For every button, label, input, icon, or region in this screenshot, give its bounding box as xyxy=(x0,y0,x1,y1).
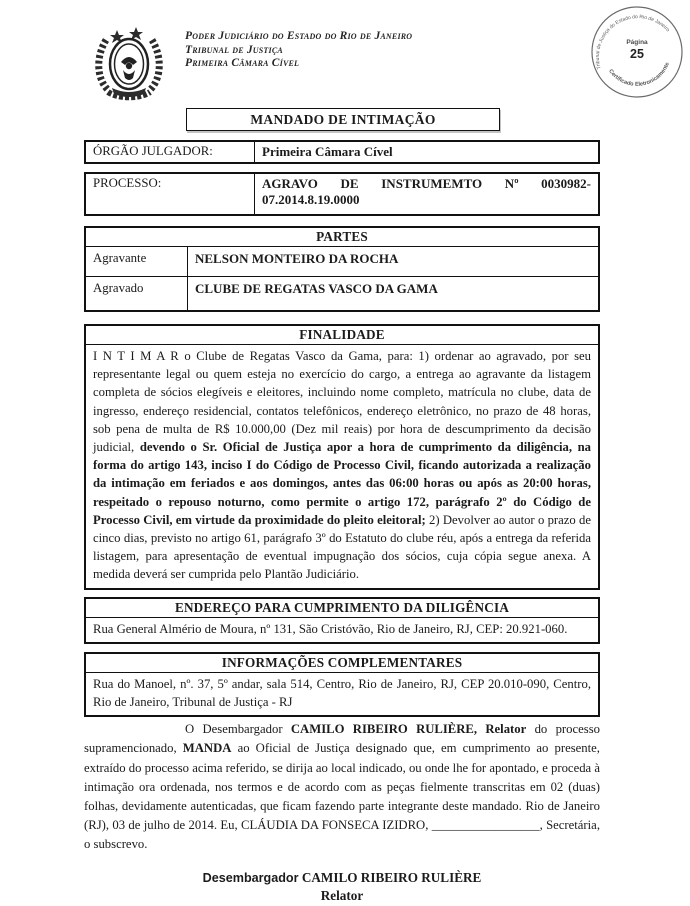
stamp-page-number: 25 xyxy=(630,47,644,61)
page-stamp xyxy=(586,4,688,100)
closing-seg1: O Desembargador xyxy=(185,722,291,737)
header-line-3: Primeira Câmara Cível xyxy=(185,57,300,69)
closing-seg5: ao Oficial de Justiça designado que, em cumprimento ao presente, extraído do processo acima referido, se dirija ao local indicado, ou onde lhe for apontado, e proceda à intimação ora ordenada, nos termos e de acordo com as peças fielmente transcritas em 02 (duas) folhas, devidamente autenticadas, que ficam fazendo parte integrante deste mandado. Rio de Janeiro (RJ), 03 de julho de 2014. Eu, CLÁUDIA DA FONSECA IZIDRO, _________________, Secretária, o subscrevo. xyxy=(84,741,600,852)
stamp-page-label: Página xyxy=(626,39,648,46)
closing-relator-bold: CAMILO RIBEIRO RULIÈRE, Relator xyxy=(290,722,527,737)
agravado-value: CLUBE DE REGATAS VASCO DA GAMA xyxy=(187,277,598,310)
informacoes-section xyxy=(84,652,600,717)
endereco-header: ENDEREÇO PARA CUMPRIMENTO DA DILIGÊNCIA xyxy=(86,599,598,618)
informacoes-text: Rua do Manoel, nº. 37, 5º andar, sala 514, Centro, Rio de Janeiro, RJ, CEP 20.010-090, Centro, Rio de Janeiro, Tribunal de Justiça - RJ xyxy=(93,676,591,710)
finalidade-text xyxy=(86,345,598,588)
table-row xyxy=(86,276,598,310)
document-body xyxy=(84,108,600,904)
coat-of-arms-icon xyxy=(92,22,166,102)
endereco-text: Rua General Almério de Moura, nº 131, São Cristóvão, Rio de Janeiro, RJ, CEP: 20.921-060. xyxy=(93,621,568,636)
signature-title: Desembargador xyxy=(202,870,299,885)
orgao-julgador-value: Primeira Câmara Cível xyxy=(254,142,598,162)
stamp-arc-top-text: Tribunal de Justiça do Estado do Rio de Janeiro xyxy=(594,14,671,70)
agravante-value: NELSON MONTEIRO DA ROCHA xyxy=(187,247,598,276)
processo-label: PROCESSO: xyxy=(93,176,162,190)
orgao-julgador-label: ÓRGÃO JULGADOR: xyxy=(93,144,213,158)
endereco-section xyxy=(84,597,600,644)
document-header xyxy=(0,0,690,106)
header-line-1: Poder Judiciário do Estado do Rio de Janeiro xyxy=(185,30,413,42)
finalidade-seg3: 2) Devolver ao autor o prazo de cinco dias, previsto no artigo 61, parágrafo 3º do Estatuto do clube réu, após a entrega da referida listagem, para apresentação de eventual impugnação dos sócios, cuja cópia segue anexa. A medida deverá ser cumprida pelo Plantão Judiciário. xyxy=(93,512,591,582)
orgao-julgador-table xyxy=(84,140,600,164)
informacoes-header: INFORMAÇÕES COMPLEMENTARES xyxy=(86,654,598,673)
signature-line xyxy=(84,869,600,887)
table-row xyxy=(86,247,598,276)
processo-number-line2: 07.2014.8.19.0000 xyxy=(262,192,360,207)
agravado-label: Agravado xyxy=(93,281,144,295)
partes-table xyxy=(84,226,600,312)
stamp-arc-bottom-text: Certificado Eletronicamente xyxy=(607,61,671,88)
court-header-text xyxy=(185,30,412,71)
finalidade-section xyxy=(84,324,600,590)
closing-seg3: do processo supramencionado, xyxy=(84,722,600,756)
finalidade-seg1: I N T I M A R o Clube de Regatas Vasco da Gama, para: 1) ordenar ao agravado, por seu representante legal ou quem esteja no exercício do cargo, a entrega ao agravante da listagem completa de sócios elegíveis e eleitores, incluindo nome completo, matrícula no clube, data de ingresso, endereço residencial, contatos telefônicos, endereço eletrônico, no prazo de 48 horas, sob pena de multa de R$ 10.000,00 (Dez mil reais) por hora de descumprimento da decisão judicial, xyxy=(93,349,591,455)
closing-paragraph xyxy=(84,720,600,854)
processo-table xyxy=(84,172,600,216)
signature-role: Relator xyxy=(320,887,364,903)
document-title: MANDADO DE INTIMAÇÃO xyxy=(186,108,500,131)
partes-header: PARTES xyxy=(86,228,598,247)
header-line-2: Tribunal de Justiça xyxy=(185,43,283,56)
processo-value xyxy=(254,174,598,214)
agravante-label: Agravante xyxy=(93,251,147,265)
processo-number-line1: AGRAVO DE INSTRUMEMTO Nº 0030982- xyxy=(262,176,591,191)
finalidade-seg2-bold: devendo o Sr. Oficial de Justiça apor a hora de cumprimento da diligência, na forma do artigo 143, inciso I do Código de Processo Civil, ficando autorizada a realização da intimação em feriados e aos domingos, antes das 06:00 horas ou após as 20:00 horas, respeitado o repouso noturno, como permite o artigo 172, parágrafo 2º do Código de Processo Civil, em virtude da proximidade do pleito eleitoral; xyxy=(93,440,591,527)
finalidade-header: FINALIDADE xyxy=(86,326,598,345)
signature-name: CAMILO RIBEIRO RULIÈRE xyxy=(301,869,482,885)
closing-manda-bold: MANDA xyxy=(182,741,232,756)
signature-block xyxy=(84,869,600,904)
